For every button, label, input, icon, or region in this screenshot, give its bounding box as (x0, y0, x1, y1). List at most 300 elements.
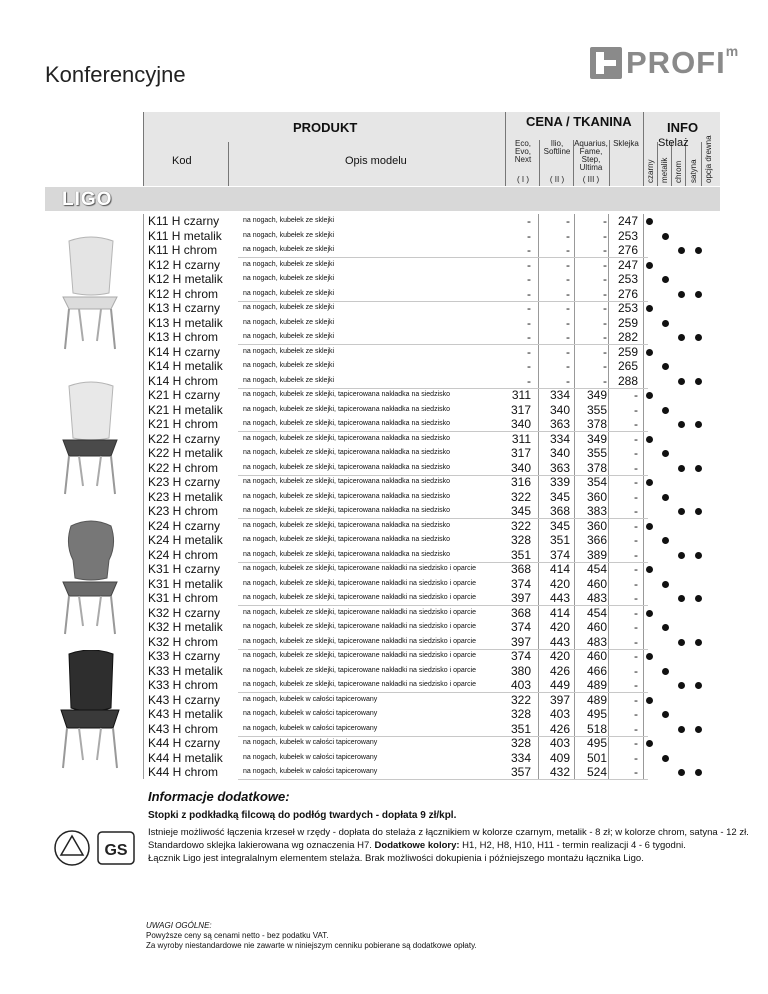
row-price-3: 460 (586, 576, 607, 591)
frame-option-dot (695, 595, 702, 602)
row-code: K11 H czarny (148, 214, 220, 228)
frame-option-dot (695, 639, 702, 646)
row-price-2: - (566, 214, 570, 228)
row-price-sklejka: 265 (617, 359, 638, 373)
row-price-sklejka: 276 (617, 243, 638, 257)
row-price-2: 420 (549, 576, 570, 591)
row-price-1: - (527, 301, 531, 315)
frame-option-dot (695, 378, 702, 385)
frame-option-dot (678, 508, 685, 515)
row-desc: na nogach, kubełek ze sklejki, tapicerowane nakładki na siedzisko i oparcie (243, 637, 477, 645)
table-row (143, 765, 720, 780)
row-price-1: 374 (510, 576, 531, 591)
table-row (143, 287, 720, 302)
frame-option-dot (662, 494, 669, 501)
frame-option-dot (646, 218, 653, 225)
row-price-1: 340 (510, 417, 531, 431)
frame-option-dot (678, 247, 685, 254)
row-price-3: 466 (586, 663, 607, 678)
row-price-1: 340 (510, 460, 531, 475)
row-price-sklejka: - (634, 388, 638, 402)
row-price-1: 351 (510, 721, 531, 736)
row-price-sklejka: - (634, 765, 638, 779)
row-price-sklejka: - (634, 634, 638, 649)
frame-option-dot (695, 291, 702, 298)
row-code: K43 H metalik (148, 707, 223, 721)
certification-icon (52, 828, 142, 868)
table-row (143, 707, 720, 722)
notes-heading: UWAGI OGÓLNE: (146, 921, 212, 930)
row-price-2: 374 (549, 547, 570, 562)
row-price-sklejka: - (634, 460, 638, 475)
row-code: K23 H metalik (148, 489, 223, 504)
row-price-sklejka: 247 (617, 214, 638, 228)
table-row (143, 548, 720, 563)
row-price-2: - (566, 257, 570, 272)
table-row (143, 272, 720, 287)
row-price-sklejka: - (634, 692, 638, 707)
cert-gs-text: GS (104, 842, 128, 859)
row-price-sklejka: - (634, 489, 638, 504)
row-price-1: 322 (510, 692, 531, 707)
row-price-2: - (566, 344, 570, 359)
logo-text: PROFI (626, 45, 726, 80)
row-desc: na nogach, kubełek w całości tapicerowany (243, 768, 378, 775)
row-desc: na nogach, kubełek ze sklejki, tapicerowana nakładka na siedzisko (243, 478, 451, 485)
row-price-sklejka: - (634, 547, 638, 562)
table-row (143, 359, 720, 374)
page-title: Konferencyjne (45, 62, 186, 87)
row-price-1: 316 (510, 475, 531, 489)
row-price-sklejka: - (634, 591, 638, 605)
header-produkt: PRODUKT (293, 120, 358, 135)
frame-option-dot (646, 653, 653, 660)
table-row (143, 751, 720, 766)
info-line2a: Standardowo sklejka lakierowana wg oznaczenia H7. (148, 840, 375, 851)
row-desc: na nogach, kubełek ze sklejki, tapicerowane nakładki na siedzisko i oparcie (243, 608, 477, 616)
row-price-1: 374 (510, 649, 531, 663)
row-code: K14 H czarny (148, 344, 221, 359)
row-price-1: - (527, 272, 531, 286)
row-code: K24 H chrom (148, 547, 219, 562)
row-price-2: - (566, 315, 570, 330)
row-price-3: - (603, 330, 607, 344)
header-opis: Opis modelu (345, 155, 407, 167)
table-row (143, 722, 720, 737)
table-row (143, 490, 720, 505)
row-code: K22 H czarny (148, 431, 221, 446)
row-code: K44 H metalik (148, 750, 223, 765)
row-price-3: 495 (586, 707, 607, 721)
header-g3: ( III ) (582, 175, 600, 184)
row-desc: na nogach, kubełek ze sklejki, tapicerowane nakładki na siedzisko i oparcie (243, 579, 477, 587)
header-cena: CENA / TKANINA (526, 114, 632, 129)
logo-sup: m (725, 43, 739, 59)
chair-k4-image (55, 650, 125, 775)
row-desc: na nogach, kubełek ze sklejki, tapicerowane nakładki na siedzisko i oparcie (243, 681, 477, 688)
header-stelaz: Stelaż (658, 137, 689, 149)
row-price-1: - (527, 344, 531, 359)
row-price-2: 426 (549, 663, 570, 678)
row-price-3: - (603, 301, 607, 315)
row-desc: na nogach, kubełek ze sklejki, tapicerowana nakładka na siedzisko (243, 536, 451, 543)
row-desc: na nogach, kubełek ze sklejki (243, 333, 335, 340)
row-desc: na nogach, kubełek ze sklejki (243, 217, 335, 224)
table-row (143, 345, 720, 360)
row-desc: na nogach, kubełek ze sklejki, tapicerowane nakładki na siedzisko i oparcie (243, 623, 477, 630)
row-price-2: - (566, 373, 570, 388)
row-price-2: - (566, 228, 570, 243)
row-desc: na nogach, kubełek ze sklejki, tapicerowana nakładka na siedzisko (243, 420, 451, 427)
frame-option-dot (678, 552, 685, 559)
frame-option-dot (646, 349, 653, 356)
row-code: K33 H metalik (148, 663, 223, 678)
row-price-1: 322 (510, 489, 531, 504)
table-row (143, 316, 720, 331)
table-row (143, 229, 720, 244)
frame-option-dot (678, 769, 685, 776)
table-row (143, 664, 720, 679)
header-opt-czarny: czarny (646, 159, 655, 183)
row-code: K31 H chrom (148, 591, 219, 605)
table-row (143, 620, 720, 635)
header-col2: Ilio, Softline (543, 139, 571, 156)
frame-option-dot (662, 668, 669, 675)
info-line2c: H1, H2, H8, H10, H11 - termin realizacji 4 - 6 tygodni. (459, 840, 686, 851)
row-price-sklejka: 253 (617, 301, 638, 315)
frame-option-dot (695, 726, 702, 733)
table-row (143, 475, 720, 490)
row-price-1: - (527, 214, 531, 228)
row-price-sklejka: - (634, 533, 638, 547)
row-price-2: 414 (549, 562, 570, 576)
row-price-1: 317 (510, 446, 531, 460)
table-row (143, 635, 720, 650)
frame-option-dot (678, 726, 685, 733)
row-desc: na nogach, kubełek ze sklejki (243, 260, 335, 268)
row-price-3: 524 (586, 765, 607, 779)
table-row (143, 461, 720, 476)
table-row (143, 417, 720, 432)
row-desc: na nogach, kubełek ze sklejki, tapicerowana nakładka na siedzisko (243, 507, 451, 514)
header-kod: Kod (172, 155, 192, 167)
row-price-1: 328 (510, 533, 531, 547)
info-heading: Informacje dodatkowe: (148, 789, 290, 804)
row-price-3: 489 (586, 678, 607, 692)
row-desc: na nogach, kubełek ze sklejki, tapicerowane nakładki na siedzisko i oparcie (243, 565, 477, 572)
row-desc: na nogach, kubełek ze sklejki (243, 231, 335, 239)
row-code: K33 H czarny (148, 649, 221, 663)
row-price-sklejka: - (634, 620, 638, 634)
row-desc: na nogach, kubełek ze sklejki, tapicerowana nakładka na siedzisko (243, 492, 451, 500)
row-desc: na nogach, kubełek ze sklejki (243, 289, 335, 297)
row-price-1: 397 (510, 634, 531, 649)
table-row (143, 736, 720, 751)
row-divider (238, 779, 648, 780)
table-row (143, 432, 720, 447)
table-row (143, 577, 720, 592)
row-code: K11 H metalik (148, 228, 222, 243)
row-price-1: 368 (510, 605, 531, 620)
row-price-3: - (603, 257, 607, 272)
row-price-3: 355 (586, 402, 607, 417)
row-price-3: - (603, 272, 607, 286)
row-desc: na nogach, kubełek ze sklejki (243, 275, 335, 282)
row-price-sklejka: - (634, 750, 638, 765)
info-bold-line: Stopki z podkładką filcową do podłóg twardych - dopłata 9 zł/kpl. (148, 810, 457, 821)
row-price-1: - (527, 257, 531, 272)
frame-option-dot (662, 233, 669, 240)
row-price-2: 340 (549, 446, 570, 460)
row-code: K11 H chrom (148, 243, 218, 257)
row-price-3: - (603, 228, 607, 243)
frame-option-dot (662, 363, 669, 370)
row-price-2: 449 (549, 678, 570, 692)
row-price-3: 366 (586, 533, 607, 547)
frame-option-dot (646, 305, 653, 312)
table-row (143, 374, 720, 389)
row-price-1: 403 (510, 678, 531, 692)
header-opt-chrom: chrom (674, 160, 683, 183)
header-opt-satyna: satyna (689, 159, 698, 183)
row-price-sklejka: - (634, 446, 638, 460)
row-code: K33 H chrom (148, 678, 219, 692)
row-price-1: 322 (510, 518, 531, 533)
info-line2b: Dodatkowe kolory: (374, 840, 460, 851)
row-code: K13 H metalik (148, 315, 223, 330)
frame-option-dot (695, 421, 702, 428)
row-price-3: - (603, 359, 607, 373)
row-price-1: - (527, 286, 531, 301)
header-col4: Sklejka (613, 139, 639, 148)
row-price-sklejka: - (634, 402, 638, 417)
table-row (143, 591, 720, 606)
row-price-2: 363 (549, 417, 570, 431)
row-price-sklejka: 247 (617, 257, 638, 272)
row-desc: na nogach, kubełek ze sklejki, tapicerowana nakładka na siedzisko (243, 550, 451, 558)
info-line2 (148, 840, 686, 851)
row-price-3: 349 (586, 388, 607, 402)
row-desc: na nogach, kubełek ze sklejki, tapicerowana nakładka na siedzisko (243, 521, 451, 529)
row-code: K44 H chrom (148, 765, 219, 779)
row-price-3: 483 (586, 634, 607, 649)
row-price-1: 397 (510, 591, 531, 605)
chair-k3-image (55, 520, 125, 640)
notes-line2: Za wyroby niestandardowe nie zawarte w niniejszym cenniku pobierane są dodatkowe opłaty. (146, 941, 477, 950)
row-price-sklejka: - (634, 431, 638, 446)
table-row (143, 678, 720, 693)
frame-option-dot (678, 421, 685, 428)
row-price-3: 389 (586, 547, 607, 562)
row-price-1: 380 (510, 663, 531, 678)
table-row (143, 258, 720, 273)
row-price-1: 317 (510, 402, 531, 417)
row-price-3: - (603, 373, 607, 388)
frame-option-dot (678, 334, 685, 341)
row-price-3: 489 (586, 692, 607, 707)
row-price-3: - (603, 286, 607, 301)
frame-option-dot (695, 247, 702, 254)
chair-k2-image (55, 380, 125, 500)
table-row (143, 403, 720, 418)
row-price-1: 374 (510, 620, 531, 634)
row-code: K21 H metalik (148, 402, 223, 417)
row-price-2: 420 (549, 649, 570, 663)
frame-option-dot (662, 537, 669, 544)
row-price-2: - (566, 243, 570, 257)
frame-option-dot (695, 552, 702, 559)
row-price-2: 397 (549, 692, 570, 707)
logo-mark-icon (590, 47, 622, 79)
frame-option-dot (695, 334, 702, 341)
row-code: K23 H chrom (148, 504, 219, 518)
frame-option-dot (678, 682, 685, 689)
row-price-sklejka: - (634, 707, 638, 721)
row-desc: na nogach, kubełek w całości tapicerowany (243, 710, 378, 717)
row-price-3: 360 (586, 518, 607, 533)
row-price-2: - (566, 301, 570, 315)
row-price-sklejka: - (634, 417, 638, 431)
header-g1: ( I ) (517, 175, 529, 184)
row-desc: na nogach, kubełek ze sklejki (243, 347, 335, 355)
table-row (143, 388, 720, 403)
row-code: K23 H czarny (148, 475, 221, 489)
row-desc: na nogach, kubełek ze sklejki (243, 376, 335, 384)
row-price-sklejka: - (634, 518, 638, 533)
row-desc: na nogach, kubełek ze sklejki, tapicerowane nakładki na siedzisko i oparcie (243, 666, 477, 674)
header-g2: ( II ) (549, 175, 565, 184)
frame-option-dot (695, 682, 702, 689)
row-price-sklejka: 276 (617, 286, 638, 301)
table-row (143, 446, 720, 461)
row-price-3: - (603, 315, 607, 330)
frame-option-dot (646, 566, 653, 573)
table-row (143, 606, 720, 621)
brand-logo (590, 45, 738, 81)
row-price-3: 355 (586, 446, 607, 460)
row-price-2: 443 (549, 634, 570, 649)
frame-option-dot (646, 523, 653, 530)
header-info: INFO (667, 120, 699, 135)
row-price-2: 403 (549, 736, 570, 750)
table-row (143, 519, 720, 534)
row-price-3: 383 (586, 504, 607, 518)
table-row (143, 301, 720, 316)
table-row (143, 504, 720, 519)
row-price-2: 334 (549, 388, 570, 402)
row-price-1: - (527, 228, 531, 243)
row-price-3: 501 (586, 750, 607, 765)
row-price-1: 368 (510, 562, 531, 576)
chair-k1-image (55, 235, 125, 355)
frame-option-dot (662, 276, 669, 283)
row-code: K14 H chrom (148, 373, 219, 388)
table-header (143, 112, 720, 186)
row-desc: na nogach, kubełek ze sklejki, tapicerowana nakładka na siedzisko (243, 449, 451, 456)
frame-option-dot (662, 624, 669, 631)
row-code: K31 H czarny (148, 562, 221, 576)
row-code: K13 H czarny (148, 301, 221, 315)
row-code: K44 H czarny (148, 736, 221, 750)
table-row (143, 533, 720, 548)
frame-option-dot (678, 595, 685, 602)
row-desc: na nogach, kubełek ze sklejki, tapicerowana nakładka na siedzisko (243, 463, 451, 471)
row-code: K32 H czarny (148, 605, 221, 620)
row-price-2: 432 (549, 765, 570, 779)
header-opt-metalik: metalik (660, 157, 669, 183)
row-price-2: - (566, 272, 570, 286)
row-price-sklejka: - (634, 663, 638, 678)
row-price-2: 334 (549, 431, 570, 446)
row-price-3: 454 (586, 605, 607, 620)
header-col3: Aquarius, Fame, Step, Ultima (574, 139, 608, 172)
table-row (143, 214, 720, 229)
frame-option-dot (678, 465, 685, 472)
row-desc: na nogach, kubełek w całości tapicerowany (243, 724, 378, 732)
row-code: K32 H metalik (148, 620, 223, 634)
notes-line1: Powyższe ceny są cenami netto - bez podatku VAT. (146, 931, 329, 940)
row-price-sklejka: - (634, 562, 638, 576)
row-desc: na nogach, kubełek ze sklejki, tapicerowana nakładka na siedzisko (243, 405, 451, 413)
row-desc: na nogach, kubełek ze sklejki (243, 246, 335, 253)
row-price-3: 460 (586, 649, 607, 663)
row-code: K12 H chrom (148, 286, 219, 301)
header-col1: Eco, Evo, Next (514, 139, 532, 164)
row-price-sklejka: - (634, 504, 638, 518)
row-code: K13 H chrom (148, 330, 219, 344)
row-price-2: 345 (549, 518, 570, 533)
frame-option-dot (646, 610, 653, 617)
frame-option-dot (662, 320, 669, 327)
row-price-2: 420 (549, 620, 570, 634)
row-price-1: - (527, 359, 531, 373)
row-code: K31 H metalik (148, 576, 223, 591)
row-code: K21 H czarny (148, 388, 221, 402)
row-price-2: 414 (549, 605, 570, 620)
row-price-2: 363 (549, 460, 570, 475)
section-band (45, 187, 720, 211)
row-price-sklejka: - (634, 576, 638, 591)
row-price-1: - (527, 373, 531, 388)
row-price-3: 378 (586, 460, 607, 475)
row-desc: na nogach, kubełek w całości tapicerowany (243, 739, 378, 746)
row-code: K24 H metalik (148, 533, 223, 547)
table-row (143, 562, 720, 577)
frame-option-dot (695, 769, 702, 776)
row-code: K12 H metalik (148, 272, 223, 286)
row-price-1: - (527, 315, 531, 330)
row-price-3: 349 (586, 431, 607, 446)
row-price-3: 483 (586, 591, 607, 605)
frame-option-dot (646, 392, 653, 399)
row-desc: na nogach, kubełek ze sklejki (243, 304, 335, 311)
row-price-3: 495 (586, 736, 607, 750)
row-price-2: 403 (549, 707, 570, 721)
row-code: K24 H czarny (148, 518, 221, 533)
section-title: LIGO (62, 189, 113, 210)
frame-option-dot (646, 740, 653, 747)
row-price-1: - (527, 330, 531, 344)
row-price-1: 351 (510, 547, 531, 562)
frame-option-dot (646, 697, 653, 704)
frame-option-dot (678, 291, 685, 298)
row-desc: na nogach, kubełek w całości tapicerowany (243, 753, 378, 761)
row-price-2: 345 (549, 489, 570, 504)
row-price-1: 328 (510, 707, 531, 721)
row-price-sklejka: - (634, 678, 638, 692)
row-price-sklejka: 259 (617, 315, 638, 330)
row-price-2: 426 (549, 721, 570, 736)
